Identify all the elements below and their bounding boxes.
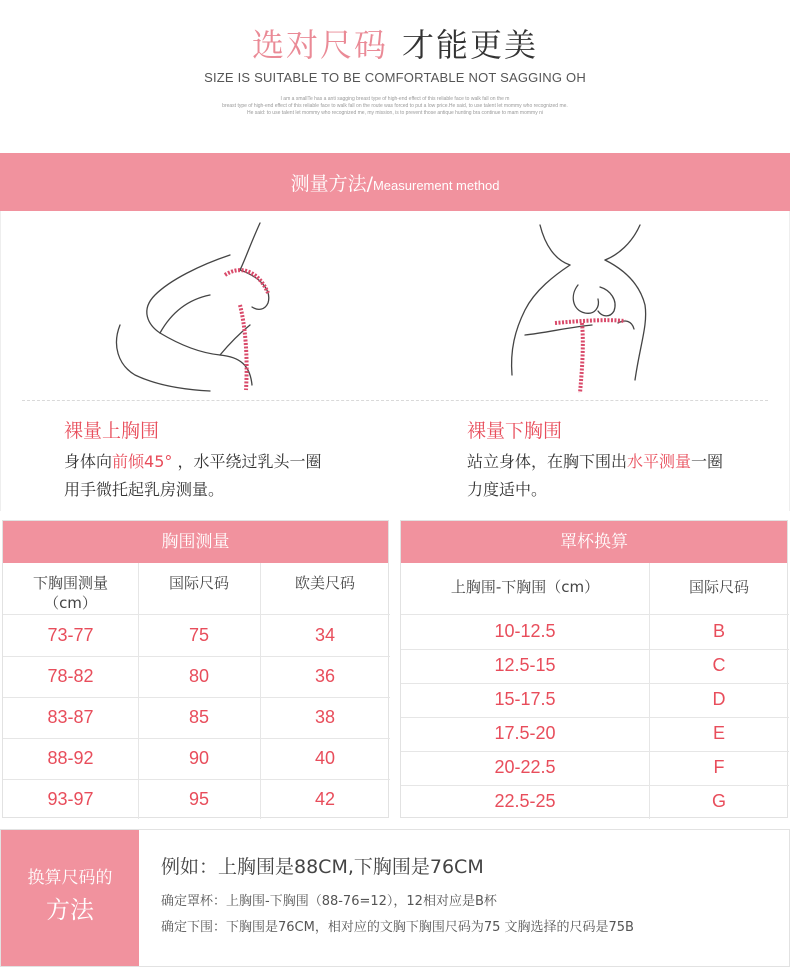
highlight-horizontal: 水平测量	[627, 452, 692, 471]
under-bust-title: 裸量下胸围	[467, 420, 563, 442]
bust-cell: 34	[314, 625, 336, 645]
bust-header-eu: 欧美尺码	[294, 574, 355, 592]
example-title: 例如：上胸围是88CM,下胸围是76CM	[161, 856, 484, 878]
title-pink: 选对尺码	[251, 26, 388, 64]
section-divider	[22, 400, 768, 401]
method-label: 换算尺码的 方法	[1, 830, 139, 966]
upper-bust-title: 裸量上胸围	[64, 420, 160, 442]
bust-header-under: 下胸围测量 （cm）	[32, 574, 108, 612]
under-bust-description: 站立身体，在胸下围出水平测量一圈 力度适中。	[467, 452, 724, 499]
bust-cell: 80	[188, 666, 210, 686]
bust-table-title: 胸围测量	[3, 521, 388, 563]
example-band-line: 确定下围：下胸围是76CM，相对应的文胸下胸围尺码为75 文胸选择的尺码是75B	[161, 920, 634, 935]
upper-bust-illustration	[100, 215, 300, 395]
cup-cell: 20-22.5	[494, 757, 556, 777]
bust-cell: 40	[314, 748, 336, 768]
cup-cell: E	[712, 723, 725, 743]
bust-cell: 95	[188, 789, 210, 809]
cup-size-table	[400, 520, 788, 818]
bust-cell: 36	[314, 666, 336, 686]
conversion-method	[0, 829, 790, 967]
cup-cell: 15-17.5	[494, 689, 556, 709]
fine-print-1: I am a smallTe has a anti sagging breast type of high-end effect of this reliable face to walk fall on the m	[280, 96, 510, 102]
upper-bust-description: 身体向前倾45° ，水平绕过乳头一圈 用手微托起乳房测量。	[64, 452, 322, 499]
cup-cell: F	[713, 757, 725, 777]
cup-table-title: 罩杯换算	[401, 521, 787, 563]
bust-header-intl: 国际尺码	[168, 574, 229, 592]
bust-cell: 78-82	[47, 666, 94, 686]
header	[0, 0, 790, 150]
title-dark: 才能更美	[402, 26, 539, 64]
measurement-title-en: Measurement method	[372, 178, 500, 193]
highlight-angle: 前倾45°	[112, 452, 173, 471]
bust-cell: 88-92	[47, 748, 94, 768]
cup-header-intl: 国际尺码	[688, 578, 749, 596]
bust-cell: 75	[188, 625, 210, 645]
cup-cell: 17.5-20	[494, 723, 556, 743]
bust-cell: 42	[314, 789, 336, 809]
cup-header-diff: 上胸围-下胸围（cm）	[450, 578, 600, 596]
bust-cell: 93-97	[47, 789, 94, 809]
under-bust-illustration	[500, 215, 680, 395]
fine-print-2: breast type of high-end effect of this reliable face to walk fall on the route was forced to put a low price.He said, to use talent let mommy who recognized me.	[222, 103, 568, 109]
cup-cell: 12.5-15	[494, 655, 556, 675]
fine-print-3: He said: to use talent let mommy who recognized me, my mission, is to prevent those antique hunting bra continue to mam mommy ni	[247, 110, 543, 116]
page-subtitle: SIZE IS SUITABLE TO BE COMFORTABLE NOT SAGGING OH	[204, 70, 586, 85]
measurement-title-cn: 测量方法/	[290, 173, 373, 195]
cup-cell: 10-12.5	[494, 621, 556, 641]
cup-cell: G	[711, 791, 726, 811]
measurement-banner	[0, 153, 790, 211]
cup-cell: B	[712, 621, 725, 641]
example-cup-line: 确定罩杯：上胸围-下胸围（88-76=12），12相对应是B杯	[161, 894, 497, 909]
bust-cell: 85	[188, 707, 210, 727]
bust-cell: 38	[314, 707, 336, 727]
bust-cell: 90	[188, 748, 210, 768]
cup-cell: 22.5-25	[494, 791, 556, 811]
cup-cell: D	[712, 689, 726, 709]
bust-cell: 83-87	[47, 707, 94, 727]
bust-cell: 73-77	[47, 625, 94, 645]
page-title	[0, 20, 790, 66]
bust-size-table	[2, 520, 389, 818]
cup-cell: C	[712, 655, 726, 675]
